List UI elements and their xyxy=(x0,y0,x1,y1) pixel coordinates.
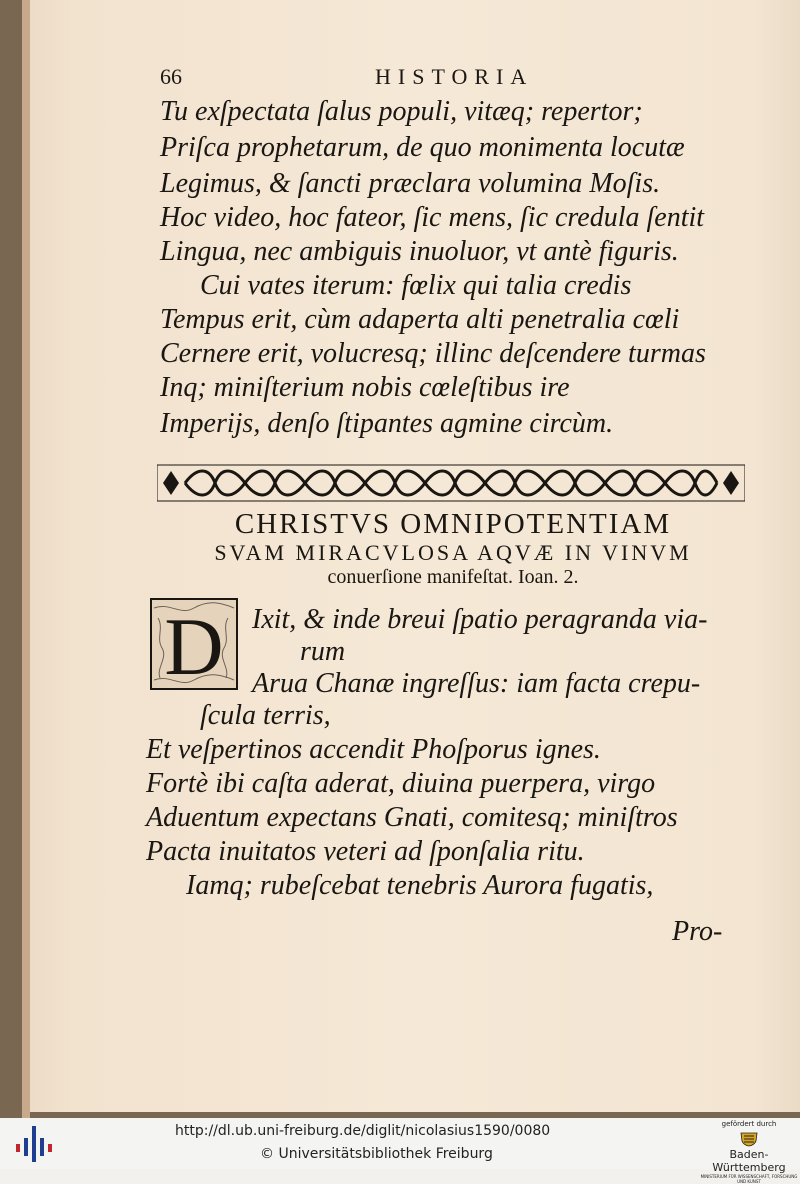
verse-line: Fortè ibi caſta aderat, diuina puerpera, virgo xyxy=(146,768,656,799)
chapter-subtitle: SVAM MIRACVLOSA AQVÆ IN VINVM xyxy=(214,540,692,565)
svg-text:D: D xyxy=(164,601,224,690)
verse-line: Imperijs, denſo ſtipantes agmine circùm. xyxy=(160,408,614,439)
chapter-title: CHRISTVS OMNIPOTENTIAM xyxy=(234,508,672,540)
funding-credit xyxy=(700,1118,798,1184)
verse-line: Aduentum expectans Gnati, comitesq; miniſtros xyxy=(146,802,678,833)
decorated-initial xyxy=(150,598,238,690)
verse-line: Lingua, nec ambiguis inuoluor, vt antè figuris. xyxy=(160,236,679,267)
verse-line: Cui vates iterum: fœlix qui talia credis xyxy=(200,270,632,301)
verse-line: Et veſpertinos accendit Phoſporus ignes. xyxy=(146,734,601,765)
verse-line: Hoc video, hoc fateor, ſic mens, ſic credula ſentit xyxy=(160,202,705,233)
coat-of-arms-icon xyxy=(737,1131,761,1147)
verse-line: Cernere erit, volucresq; illinc deſcendere turmas xyxy=(160,338,706,369)
verse-line: Tempus erit, cùm adaperta alti penetralia cœli xyxy=(160,304,680,335)
verse-line: Tu exſpectata ſalus populi, vitæq; repertor; xyxy=(160,96,643,127)
page-header xyxy=(160,64,580,92)
library-logo-icon xyxy=(14,1124,54,1164)
copyright-notice: © Universitätsbibliothek Freiburg xyxy=(260,1146,493,1162)
verse-line: Ixit, & inde breui ſpatio peragranda via- xyxy=(252,604,708,635)
verse-line: Inq; miniſterium nobis cœleſtibus ire xyxy=(160,372,570,403)
funded-by-label: gefördert durch xyxy=(721,1120,777,1128)
verse-line: Iamq; rubeſcebat tenebris Aurora fugatis, xyxy=(186,870,654,901)
page-number: 66 xyxy=(160,64,182,89)
page-edge xyxy=(22,0,30,1118)
verse-line: Priſca prophetarum, de quo monimenta locutæ xyxy=(160,132,685,163)
verse-line: Pacta inuitatos veteri ad ſponſalia ritu. xyxy=(146,836,585,867)
permalink-url[interactable]: http://dl.ub.uni-freiburg.de/diglit/nicolasius1590/0080 xyxy=(175,1123,551,1139)
verse-line: ſcula terris, xyxy=(200,700,331,731)
ministry-name: MINISTERIUM FÜR WISSENSCHAFT, FORSCHUNG UND KUNST xyxy=(700,1174,798,1184)
ornament-band xyxy=(157,463,745,503)
verse-line: Arua Chanæ ingreſſus: iam facta crepu- xyxy=(252,668,701,699)
chapter-reference: conuerſione manifeſtat. Ioan. 2. xyxy=(327,566,579,588)
catchword: Pro- xyxy=(672,916,723,947)
running-head: HISTORIA xyxy=(375,64,534,89)
verse-line: Legimus, & ſancti præclara volumina Moſis. xyxy=(160,168,661,199)
state-name: Baden-Württemberg xyxy=(712,1148,786,1174)
verse-line: rum xyxy=(300,636,346,667)
